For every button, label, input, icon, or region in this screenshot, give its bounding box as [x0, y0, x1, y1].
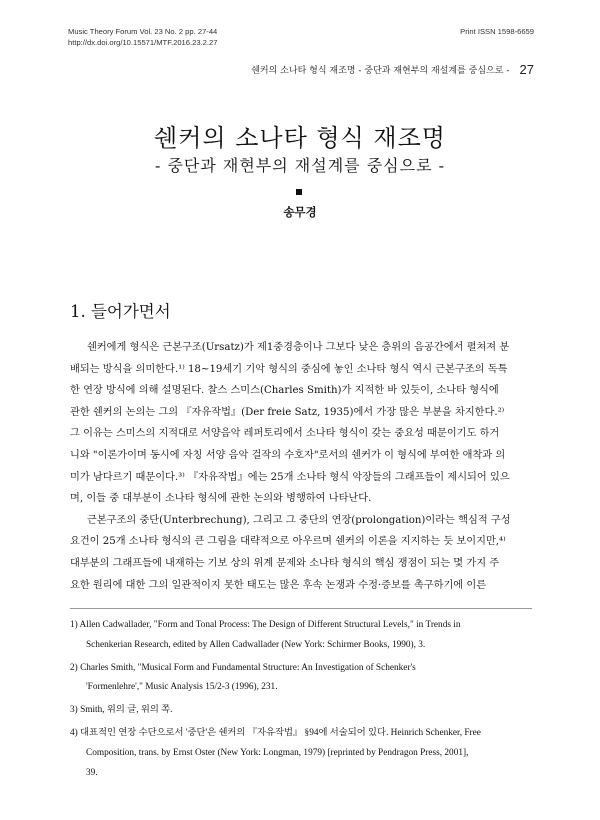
footnote-2	[70, 659, 532, 699]
body-line: 며, 이들 중 대부분이 소나타 형식에 관한 논의와 병행하여 나타난다.	[70, 493, 372, 505]
footnote-line: Composition, trans. by Ernst Oster (New York: Longman, 1979) [reprinted by Pendragon Press, 2001],	[86, 747, 469, 758]
body-line: 니와 "이론가이며 동시에 자칭 서양 음악 걸작의 수호자"로서의 쉔커가 이 형식에 부여한 애착과 의	[70, 449, 506, 461]
body-line: 요한 원리에 대한 그의 일관적이지 못한 태도는 많은 후속 논쟁과 수정·증보를 촉구하기에 이른	[70, 579, 487, 591]
footnote-line: 3) Smith, 위의 글, 위의 쪽.	[70, 705, 173, 716]
article-title: 쉔커의 소나타 형식 재조명	[154, 124, 446, 152]
journal-citation: Music Theory Forum Vol. 23 No. 2 pp. 27-44	[68, 27, 218, 36]
section-heading: 1. 들어가면서	[70, 302, 171, 321]
page-number: 27	[519, 62, 534, 77]
body-line: 관한 쉔커의 논의는 그의 『자유작법』(Der freie Satz, 1935)에서 가장 많은 부분을 차지한다.²⁾	[70, 406, 505, 418]
footnote-line: 2) Charles Smith, "Musical Form and Fundamental Structure: An Investigation of Schenker's	[70, 662, 416, 673]
footnote-4	[70, 724, 532, 783]
article-subtitle: - 중단과 재현부의 재설계를 중심으로 -	[154, 156, 446, 175]
footnote-divider	[70, 608, 532, 609]
body-line: 대부분의 그래프들에 내재하는 기보 상의 위계 문제와 소나타 형식의 핵심 쟁점이 되는 몇 가지 주	[70, 557, 500, 569]
running-title: 쉔커의 소나타 형식 재조명 - 중단과 재현부의 재설계를 중심으로 -	[251, 66, 510, 76]
journal-info	[68, 26, 217, 48]
footnote-line: 39.	[86, 767, 98, 778]
footnote-line: 1) Allen Cadwallader, "Form and Tonal Process: The Design of Different Structural Levels," in Trends in	[70, 620, 461, 630]
body-line: 쉔커에게 형식은 근본구조(Ursatz)가 제1중경층이나 그보다 낮은 층위의 음공간에서 펼쳐져 분	[87, 342, 510, 353]
body-line: 근본구조의 중단(Unterbrechung), 그리고 그 중단의 연장(prolongation)이라는 핵심적 구성	[87, 514, 511, 526]
footnote-line: 4) 대표적인 연장 수단으로서 '중단'은 쉔커의 『자유작법』 §94에 서술되어 있다. Heinrich Schenker, Free	[70, 727, 481, 738]
square-bullet-icon	[296, 189, 302, 195]
body-line: 한 연장 방식에 의해 설명된다. 찰스 스미스(Charles Smith)가 지적한 바 있듯이, 소나타 형식에	[70, 385, 499, 397]
body-text	[70, 337, 532, 596]
body-line: 미가 남다르기 때문이다.³⁾ 『자유작법』에는 25개 소나타 형식 악장들의 그래프들이 제시되어 있으	[70, 471, 510, 483]
body-line: 배되는 방식을 의미한다.¹⁾ 18~19세기 기악 형식의 중심에 놓인 소나타 형식 역시 근본구조의 독특	[70, 363, 508, 375]
body-line: 요건이 25개 소나타 형식의 큰 그림을 대략적으로 아우르며 쉔커의 이론을 지지하는 듯 보이지만,⁴⁾	[70, 536, 506, 548]
footnote-line: Schenkerian Research, edited by Allen Cadwallader (New York: Schirmer Books, 1990), 3.	[86, 639, 426, 650]
footnotes	[70, 616, 532, 783]
footnote-line: 'Formenlehre'," Music Analysis 15/2-3 (1996), 231.	[86, 682, 278, 693]
footnote-1	[70, 616, 532, 656]
body-line: 그 이유는 스미스의 지적대로 서양음악 레퍼토리에서 소나타 형식이 갖는 중요성 때문이기도 하거	[70, 428, 500, 440]
author-name: 송무경	[283, 205, 317, 219]
running-head	[251, 62, 534, 77]
doi-link[interactable]: http://dx.doi.org/10.15571/MTF.2016.23.2.27	[68, 38, 218, 47]
issn-label: Print ISSN 1598-6659	[460, 27, 534, 36]
footnote-3	[70, 701, 532, 721]
